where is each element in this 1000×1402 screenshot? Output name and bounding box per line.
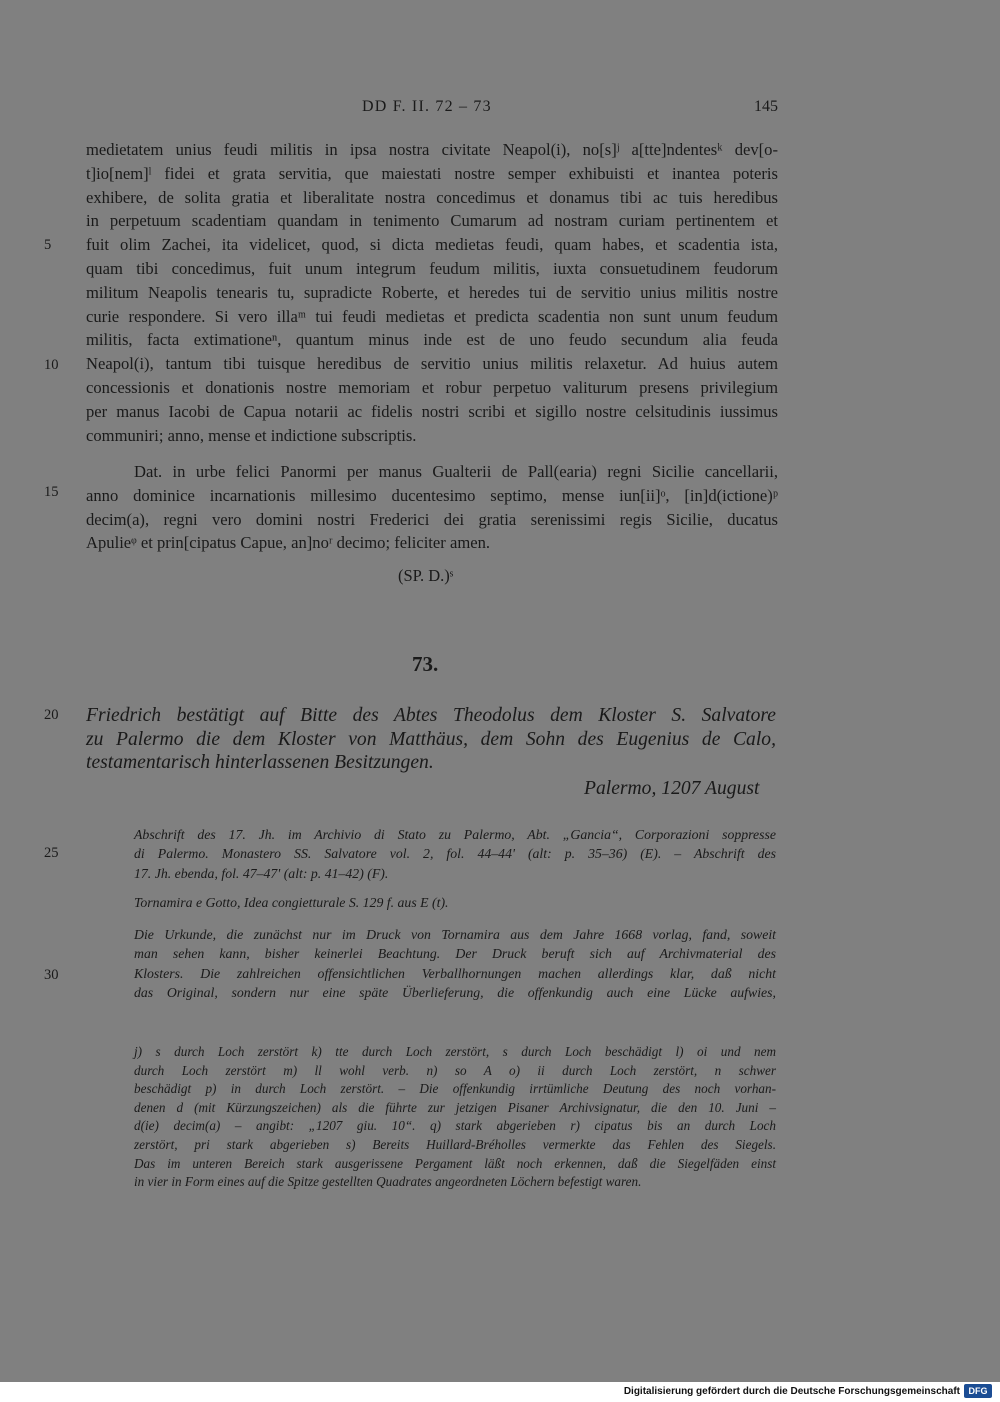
dat-line: anno dominice incarnationis millesimo ducentesimo septimo, mense iun[ii]ᵒ, [in]d(ictione)ᵖ xyxy=(86,485,778,505)
commentary-line: Klosters. Die zahlreichen offensichtlichen Verballhornungen machen allerdings klar, daß nicht xyxy=(134,965,776,981)
tradition-line: 17. Jh. ebenda, fol. 47–47' (alt: p. 41–42) (F). xyxy=(134,865,389,881)
regest-line: Friedrich bestätigt auf Bitte des Abtes Theodolus dem Kloster S. Salvatore xyxy=(86,705,776,726)
text-line: militum Neapolis tenearis tu, supradicte Roberte, et heredes tui de servitio unius militis nostre xyxy=(86,282,778,302)
text-line: concessionis et donationis nostre memoriam et robur perpetuo valiturum presens privilegium xyxy=(86,377,778,397)
regest-line: zu Palermo die dem Kloster von Matthäus, dem Sohn des Eugenius de Calo, xyxy=(86,728,776,750)
funding-credit: Digitalisierung gefördert durch die Deutsche Forschungsgemeinschaft xyxy=(623,1386,960,1397)
charter-text xyxy=(86,138,778,447)
commentary xyxy=(134,925,776,1003)
print-line: Tornamira e Gotto, Idea congietturale S. 129 f. aus E (t). xyxy=(134,895,449,910)
footnote-line: j) s durch Loch zerstört k) tte durch Loch zerstört, s durch Loch beschädigt l) oi und nem xyxy=(134,1044,776,1059)
dat-line: Dat. in urbe felici Panormi per manus Gualterii de Pall(earia) regni Sicilie cancellarii, xyxy=(134,462,778,481)
footnote-line: Das im unteren Bereich stark ausgerissene Pergament läßt noch erkennen, daß die Siegelfäden einst xyxy=(134,1155,776,1171)
text-line: Neapol(i), tantum tibi tuisque heredibus de servitio unius militis relaxetur. Ad huius autem xyxy=(86,354,778,374)
footnote-line: d(ie) decim(a) – angibt: „1207 giu. 10“. q) stark abgerieben r) cipatus bis an durch Loch xyxy=(134,1118,776,1134)
seal-note: (SP. D.)ˢ xyxy=(398,566,454,585)
text-line: quam tibi concedimus, fuit unum integrum feudum militis, iuxta consuetudinem feudorum xyxy=(86,258,778,278)
text-line: curie respondere. Si vero illaᵐ tui feudi medietas et predicta scadentia non sunt unum feudum xyxy=(86,306,778,326)
footnote-line: in vier in Form eines auf die Spitze gestellten Quadrates angeordneten Löchern befestigt waren. xyxy=(134,1174,642,1190)
regest xyxy=(86,704,776,775)
line-number: 25 xyxy=(44,845,59,861)
commentary-line: das Original, sondern nur eine späte Überlieferung, die offenkundig auch eine Lücke aufwies, xyxy=(134,985,776,1001)
line-number: 5 xyxy=(44,237,52,253)
commentary-line: Die Urkunde, die zunächst nur im Druck von Tornamira aus dem Jahre 1668 vorlag, fand, soweit xyxy=(134,927,776,942)
text-line: exhibere, de solita gratia et liberalitate nostra concedimus et donamus tibi ac tuis heredibus xyxy=(86,187,778,207)
place-date: Palermo, 1207 August xyxy=(584,778,760,799)
footnote-line: zerstört, pri stark abgerieben s) Bereits Huillard-Bréholles vermerkte das Fehlen des Siegels. xyxy=(134,1136,776,1152)
print-notes xyxy=(134,893,776,912)
footnote-line: durch Loch zerstört m) ll wohl verb. n) so A o) ii durch Loch zerstört, n schwer xyxy=(134,1062,776,1078)
line-number: 20 xyxy=(44,707,59,723)
commentary-line: man sehen kann, bisher keinerlei Beachtung. Der Druck beruft sich auf Archivmaterial des xyxy=(134,946,776,962)
tradition-notes xyxy=(134,825,776,883)
line-number: 30 xyxy=(44,967,59,983)
document-number: 73. xyxy=(412,652,439,676)
dating-clause xyxy=(86,460,778,555)
dat-line: decim(a), regni vero domini nostri Frederici dei gratia serenissimi regis Sicilie, ducatus xyxy=(86,509,778,529)
regest-line: testamentarisch hinterlassenen Besitzungen. xyxy=(86,752,434,773)
running-title: DD F. II. 72 – 73 xyxy=(362,98,492,115)
text-line: per manus Iacobi de Capua notarii ac fidelis nostri scribi et sigillo nostre celsitudinis iussimus xyxy=(86,401,778,421)
tradition-line: di Palermo. Monastero SS. Salvatore vol. 2, fol. 44–44' (alt: p. 35–36) (E). – Abschrift des xyxy=(134,846,776,862)
line-number: 10 xyxy=(44,357,59,373)
dat-line: Apulieᵠ et prin[cipatus Capue, an]noʳ decimo; feliciter amen. xyxy=(86,533,491,553)
text-line: t]io[nem]ˡ fidei et grata servitia, que maiestati nostre semper exhibuisti et inantea poteris xyxy=(86,163,778,183)
footnote-line: denen d (mit Kürzungszeichen) als die führte zur jetzigen Pisaner Archivsignatur, die den 10. Juni – xyxy=(134,1099,776,1115)
text-line: militis, facta extimationeⁿ, quantum minus inde est de uno feudo secundum alia feuda xyxy=(86,330,778,350)
page-number: 145 xyxy=(754,98,778,115)
dfg-logo-icon: DFG xyxy=(964,1384,992,1398)
text-line: fuit olim Zachei, ita videlicet, quod, si dicta medietas feudi, quam habes, et scadentia ista, xyxy=(86,235,778,255)
line-number: 15 xyxy=(44,484,59,500)
text-line: in perpetuum scadentiam quandam in tenimento Cumarum ad nostram curiam pertinentem et xyxy=(86,211,778,231)
text-line: communiri; anno, mense et indictione subscriptis. xyxy=(86,425,417,445)
tradition-line: Abschrift des 17. Jh. im Archivio di Stato zu Palermo, Abt. „Gancia“, Corporazioni soppresse xyxy=(134,827,776,842)
text-line: medietatem unius feudi militis in ipsa nostra civitate Neapol(i), no[s]ʲ a[tte]ndentesᵏ dev[o- xyxy=(86,140,778,159)
footnote-line: beschädigt p) in durch Loch zerstört. – Die offenkundig irrtümliche Deutung des noch vorhan- xyxy=(134,1081,776,1097)
footnotes xyxy=(134,1043,776,1192)
